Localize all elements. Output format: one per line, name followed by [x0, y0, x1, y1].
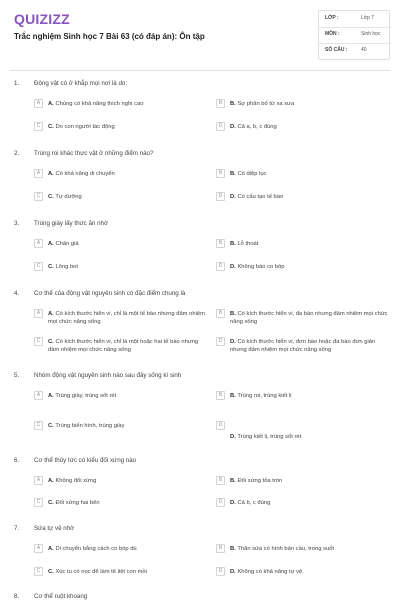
- option-letter: B.: [230, 171, 236, 177]
- option-letter: C.: [48, 500, 54, 506]
- option-text: Chân giả: [55, 241, 79, 247]
- question-number: 7.: [14, 525, 20, 532]
- option-box[interactable]: D: [216, 567, 225, 576]
- option-box[interactable]: C: [34, 421, 43, 430]
- option-letter: C.: [48, 423, 54, 429]
- option-text: Lỗ thoát: [237, 241, 259, 247]
- option-box[interactable]: D: [216, 337, 225, 346]
- option-text: Cả b, c đúng: [237, 500, 271, 506]
- option-text: Không bào co bóp: [237, 264, 285, 270]
- option-text: Không có khả năng tự vệ.: [237, 569, 304, 575]
- option-box[interactable]: A: [34, 99, 43, 108]
- option-text: Có cấu tạo tế bào: [237, 194, 284, 200]
- option-box[interactable]: A: [34, 169, 43, 178]
- option-text: Chúng có khả năng thích nghi cao: [55, 101, 144, 107]
- quizizz-logo[interactable]: QUIZIZZ: [14, 11, 70, 27]
- option-box[interactable]: A: [34, 239, 43, 248]
- option-box[interactable]: B: [216, 309, 225, 318]
- option-text: Đối xứng tỏa tròn: [237, 478, 283, 484]
- info-row-subject: [319, 27, 391, 44]
- info-row-count: [319, 43, 391, 59]
- option-letter: A.: [48, 241, 54, 247]
- option-text: Không đối xứng: [55, 478, 97, 484]
- option-text: Đối xứng hai bên: [55, 500, 100, 506]
- option-letter: A.: [48, 311, 54, 317]
- question-text: Cơ thể của động vật nguyên sinh có đặc điểm chung là: [34, 290, 186, 297]
- option-text: Có kích thước hiển vi, chỉ là một tế bào nhưng đảm nhiệm mọi chức năng sống: [48, 311, 205, 325]
- question-number: 8.: [14, 593, 20, 600]
- info-value: 40: [361, 47, 367, 53]
- option-box[interactable]: D: [216, 421, 225, 430]
- option-letter: A.: [48, 101, 54, 107]
- info-value: Lớp 7: [361, 15, 375, 21]
- option-letter: C.: [48, 194, 54, 200]
- option-letter: C.: [48, 264, 54, 270]
- option-box[interactable]: B: [216, 169, 225, 178]
- option-text: Có diệp lục: [237, 171, 267, 177]
- option-letter: B.: [230, 241, 236, 247]
- question-number: 3.: [14, 220, 20, 227]
- option-text: Trùng kiết lị, trùng sốt rét: [237, 434, 302, 440]
- info-label: LỚP :: [325, 15, 339, 21]
- option-text: Sự phân bố từ xa xưa: [237, 101, 295, 107]
- option-box[interactable]: B: [216, 476, 225, 485]
- info-row-class: [319, 11, 391, 28]
- question-text: Động vật có ở khắp mọi nơi là do:: [34, 80, 128, 87]
- option-text: Có kích thước hiển vi, chỉ là một hoặc hai tế bào nhưng đảm nhiệm mọi chức năng sống: [48, 339, 199, 353]
- question-number: 2.: [14, 150, 20, 157]
- question-text: Nhóm động vật nguyên sinh nào sau đây sống kí sinh: [34, 372, 182, 379]
- option-letter: D.: [230, 569, 236, 575]
- option-letter: A.: [48, 393, 54, 399]
- option-letter: C.: [48, 124, 54, 130]
- option-box[interactable]: D: [216, 122, 225, 131]
- question-text: Trùng giày lấy thức ăn nhờ: [34, 220, 109, 227]
- option-box[interactable]: C: [34, 262, 43, 271]
- option-text: Xúc tu có nọc để làm tê liệt con mồi: [55, 569, 147, 575]
- option-text: Trùng giày, trùng sốt rét: [55, 393, 117, 399]
- option-box[interactable]: D: [216, 498, 225, 507]
- option-box[interactable]: A: [34, 476, 43, 485]
- option-box[interactable]: D: [216, 262, 225, 271]
- option-letter: D.: [230, 500, 236, 506]
- header-divider: [10, 70, 390, 71]
- option-box[interactable]: C: [34, 122, 43, 131]
- option-text: Có khả năng di chuyển: [55, 171, 115, 177]
- option-box[interactable]: D: [216, 192, 225, 201]
- option-letter: C.: [48, 339, 54, 345]
- option-text: Có kích thước hiển vi, đơn bào hoặc đa bào đơn giản nhưng đảm nhiệm mọi chức năng sống: [230, 339, 376, 353]
- option-box[interactable]: B: [216, 99, 225, 108]
- option-letter: C.: [48, 569, 54, 575]
- option-box[interactable]: A: [34, 544, 43, 553]
- info-box: [318, 10, 390, 60]
- option-box[interactable]: B: [216, 544, 225, 553]
- question-text: Cơ thể thủy tức có kiểu đối xứng nào: [34, 457, 137, 464]
- option-box[interactable]: C: [34, 192, 43, 201]
- option-letter: D.: [230, 194, 236, 200]
- option-letter: B.: [230, 101, 236, 107]
- info-label: SỐ CÂU :: [325, 47, 348, 53]
- info-value: Sinh học: [361, 31, 381, 37]
- option-text: Tự dưỡng: [55, 194, 82, 200]
- option-text: Lông bơi: [55, 264, 79, 270]
- question-number: 5.: [14, 372, 20, 379]
- question-number: 6.: [14, 457, 20, 464]
- document-header: [0, 0, 400, 68]
- option-box[interactable]: B: [216, 239, 225, 248]
- option-letter: B.: [230, 478, 236, 484]
- option-box[interactable]: C: [34, 337, 43, 346]
- document-title: Trắc nghiệm Sinh học 7 Bài 63 (có đáp án): Ôn tập: [14, 32, 205, 41]
- option-text: Do con người tác động: [55, 124, 115, 130]
- option-box[interactable]: C: [34, 498, 43, 507]
- option-letter: B.: [230, 546, 236, 552]
- option-text: Cả a, b, c đúng: [237, 124, 277, 130]
- option-box[interactable]: A: [34, 309, 43, 318]
- question-text: Trùng roi khác thực vật ở những điểm nào?: [34, 150, 154, 157]
- option-text: Có kích thước hiển vi, đa bào nhưng đảm nhiệm mọi chức năng sống: [230, 311, 388, 325]
- option-letter: A.: [48, 171, 54, 177]
- option-letter: D.: [230, 434, 236, 440]
- option-letter: D.: [230, 339, 236, 345]
- option-letter: D.: [230, 124, 236, 130]
- option-box[interactable]: C: [34, 567, 43, 576]
- question-number: 1.: [14, 80, 20, 87]
- question-text: Cơ thể ruột khoang: [34, 593, 88, 600]
- question-number: 4.: [14, 290, 20, 297]
- option-box[interactable]: A: [34, 391, 43, 400]
- option-text: Trùng roi, trùng kiết lị: [237, 393, 292, 399]
- option-text: Trùng biến hình, trùng giày: [55, 423, 125, 429]
- option-letter: B.: [230, 393, 236, 399]
- option-letter: D.: [230, 264, 236, 270]
- option-letter: A.: [48, 478, 54, 484]
- option-text: Di chuyển bằng cách co bóp dù: [55, 546, 137, 552]
- question-text: Sứa tự vệ nhờ: [34, 525, 75, 532]
- info-label: MÔN :: [325, 31, 340, 37]
- option-letter: A.: [48, 546, 54, 552]
- option-letter: B.: [230, 311, 236, 317]
- option-text: Thân sứa có hình bán cầu, trong suốt: [237, 546, 335, 552]
- option-box[interactable]: B: [216, 391, 225, 400]
